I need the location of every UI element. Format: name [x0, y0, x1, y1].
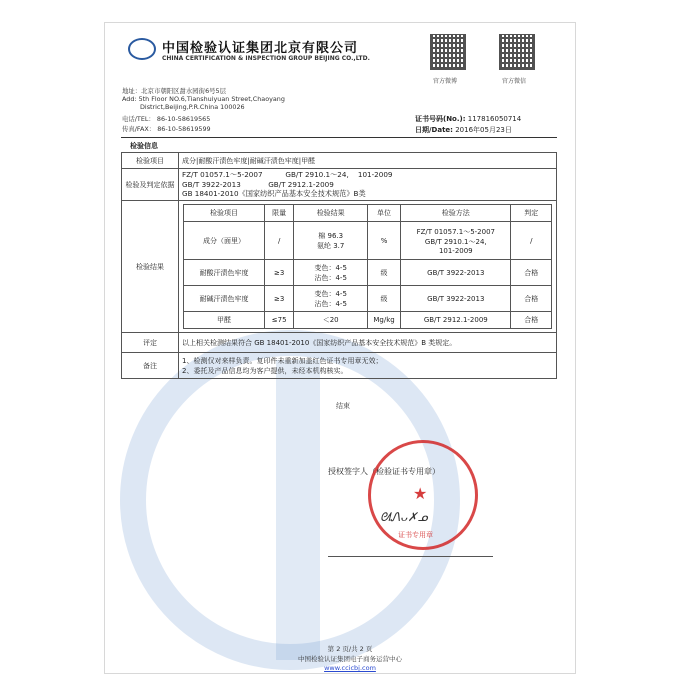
- eval-value: 以上相关检测结果符合 GB 18401-2010《国家纺织产品基本安全技术规范》B 类规定。: [179, 333, 557, 353]
- result-header: 检验方法: [401, 205, 511, 222]
- address-en-line2: District,Beijing,P.R.China 100026: [140, 103, 245, 111]
- address-en-line1: Add: 5th Floor NO.6,Tianshuiyuan Street,Chaoyang: [122, 95, 285, 103]
- qr-label-weibo: 官方微博: [433, 78, 458, 85]
- company-name-cn: 中国检验认证集团北京有限公司: [162, 41, 359, 56]
- result-header: 单位: [367, 205, 400, 222]
- result-item: 成分（面里）: [184, 222, 265, 260]
- result-verdict: 合格: [511, 312, 552, 329]
- result-verdict: /: [511, 222, 552, 260]
- result-limit: ≤75: [264, 312, 293, 329]
- result-limit: ≥3: [264, 286, 293, 312]
- result-item: 甲醛: [184, 312, 265, 329]
- certificate-date: 日期/Date: 2016年05月23日: [415, 126, 512, 134]
- fax: 传真/FAX： 86-10-58619599: [122, 125, 211, 133]
- basis-label: 检验及判定依据: [122, 169, 179, 201]
- result-label: 检验结果: [122, 201, 179, 333]
- signature-line: [328, 556, 493, 557]
- result-unit: 级: [367, 286, 400, 312]
- address-cn: 地址：北京市朝阳区甜水园街6号5层: [122, 87, 226, 95]
- result-header: 判定: [511, 205, 552, 222]
- basis-line: GB 18401-2010《国家纺织产品基本安全技术规范》B类: [182, 189, 366, 199]
- header-divider: [121, 137, 557, 138]
- qr-label-wechat: 官方微信: [502, 78, 527, 85]
- note-line: 2、委托及产品信息均为客户提供，未经本机构核实。: [182, 366, 348, 375]
- address-en-label: Add:: [122, 95, 137, 103]
- end-mark: 结束: [336, 402, 350, 410]
- wechat-qr-icon: [499, 34, 535, 70]
- section-title: 检验信息: [130, 142, 158, 150]
- basis-line: GB/T 3922-2013 GB/T 2912.1-2009: [182, 179, 334, 189]
- result-value: 变色：4-5 沾色：4-5: [294, 260, 368, 286]
- signature-label: 授权签字人（检验证书专用章）: [328, 467, 440, 476]
- result-method: GB/T 3922-2013: [401, 260, 511, 286]
- result-value: 棉 96.3 氨纶 3.7: [294, 222, 368, 260]
- weibo-qr-icon: [430, 34, 466, 70]
- result-limit: ≥3: [264, 260, 293, 286]
- seal-inner-text: 证书专用章: [398, 531, 433, 539]
- result-header: 检验结果: [294, 205, 368, 222]
- handwritten-signature: ᘛᏁᴗ✗ᓄ: [380, 510, 428, 524]
- result-header: 限量: [264, 205, 293, 222]
- result-item: 耐碱汗渍色牢度: [184, 286, 265, 312]
- result-method: GB/T 3922-2013: [401, 286, 511, 312]
- ccic-logo-icon: [128, 38, 156, 60]
- basis-line: FZ/T 01057.1～5-2007 GB/T 2910.1～24, 101-2009: [182, 170, 393, 179]
- seal-star-icon: ★: [413, 484, 428, 503]
- footer-center: 中国检验认证集团电子商务运营中心: [298, 655, 402, 663]
- result-header: 检验项目: [184, 205, 265, 222]
- note-line: 1、检测仅对来样负责。复印件未重新加盖红色证书专用章无效；: [182, 356, 383, 365]
- result-table: [183, 204, 552, 329]
- watermark-bar: [276, 360, 320, 660]
- result-item: 耐酸汗渍色牢度: [184, 260, 265, 286]
- result-value: ＜20: [294, 312, 368, 329]
- result-verdict: 合格: [511, 286, 552, 312]
- inspection-table: [121, 152, 557, 379]
- certificate-number: 证书号码(No.): 117816050714: [415, 115, 522, 123]
- eval-label: 评定: [122, 333, 179, 353]
- item-value: 成分|耐酸汗渍色牢度|耐碱汗渍色牢度|甲醛: [179, 153, 557, 169]
- result-value: 变色：4-5 沾色：4-5: [294, 286, 368, 312]
- footer-page: 第 2 页/共 2 页: [327, 645, 373, 653]
- telephone: 电话/TEL： 86-10-58619565: [122, 115, 211, 123]
- result-unit: 级: [367, 260, 400, 286]
- note-label: 备注: [122, 353, 179, 379]
- company-name-en: CHINA CERTIFICATION & INSPECTION GROUP BEIJING CO.,LTD.: [162, 55, 370, 62]
- item-label: 检验项目: [122, 153, 179, 169]
- result-verdict: 合格: [511, 260, 552, 286]
- result-limit: /: [264, 222, 293, 260]
- result-unit: Mg/kg: [367, 312, 400, 329]
- result-method: FZ/T 01057.1～5-2007 GB/T 2910.1～24, 101-2009: [401, 222, 511, 260]
- result-unit: %: [367, 222, 400, 260]
- footer-url-link[interactable]: www.ccicbj.com: [324, 664, 376, 672]
- result-method: GB/T 2912.1-2009: [401, 312, 511, 329]
